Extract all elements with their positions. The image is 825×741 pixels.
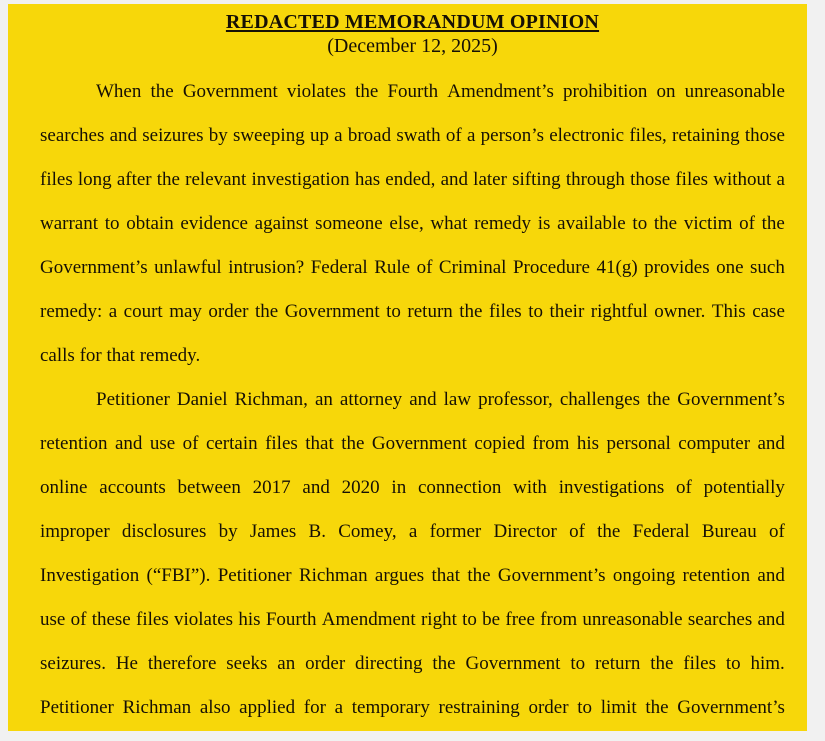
line-text: When the Government violates the Fourth Amendment’s prohibition on unreasonable (96, 81, 785, 102)
line-text: calls for that remedy. (40, 345, 201, 366)
line-text: remedy: a court may order the Government to return the files to their rightful owner. This case (40, 301, 785, 322)
opinion-line (40, 466, 785, 510)
line-text: Petitioner Richman also applied for a temporary restraining order to limit the Government’s (40, 697, 785, 718)
line-text: retention and use of certain files that the Government copied from his personal computer and (40, 433, 785, 454)
opinion-line (40, 554, 785, 598)
opinion-line (40, 158, 785, 202)
opinion-title: REDACTED MEMORANDUM OPINION (225, 11, 600, 33)
opinion-line (40, 114, 785, 158)
opinion-line (40, 422, 785, 466)
opinion-line (40, 642, 785, 686)
line-text: warrant to obtain evidence against someone else, what remedy is available to the victim of the (40, 213, 785, 234)
line-text: Investigation (“FBI”). Petitioner Richman argues that the Government’s ongoing retention and (40, 565, 785, 586)
line-text: use of these files violates his Fourth Amendment right to be free from unreasonable searches and (40, 609, 785, 630)
opinion-line (40, 290, 785, 334)
highlighted-document-panel (8, 4, 807, 731)
opinion-line (40, 70, 785, 114)
opinion-body (40, 70, 785, 730)
line-text: seizures. He therefore seeks an order directing the Government to return the files to him. (40, 653, 785, 674)
opinion-line (40, 202, 785, 246)
opinion-line (40, 246, 785, 290)
line-text: files long after the relevant investigation has ended, and later sifting through those files without a (40, 169, 785, 190)
line-text: searches and seizures by sweeping up a broad swath of a person’s electronic files, retaining those (40, 125, 785, 146)
opinion-line (40, 510, 785, 554)
line-text: improper disclosures by James B. Comey, a former Director of the Federal Bureau of (40, 521, 785, 542)
opinion-date: (December 12, 2025) (327, 35, 498, 57)
paragraph-1 (40, 70, 785, 378)
opinion-line (40, 598, 785, 642)
line-text: Petitioner Daniel Richman, an attorney and law professor, challenges the Government’s (96, 389, 785, 410)
line-text: online accounts between 2017 and 2020 in connection with investigations of potentially (40, 477, 785, 498)
line-text: Government’s unlawful intrusion? Federal Rule of Criminal Procedure 41(g) provides one such (40, 257, 785, 278)
opinion-line (40, 378, 785, 422)
document-header (40, 11, 785, 59)
opinion-line (40, 334, 785, 378)
opinion-line (40, 686, 785, 730)
paragraph-2 (40, 378, 785, 730)
